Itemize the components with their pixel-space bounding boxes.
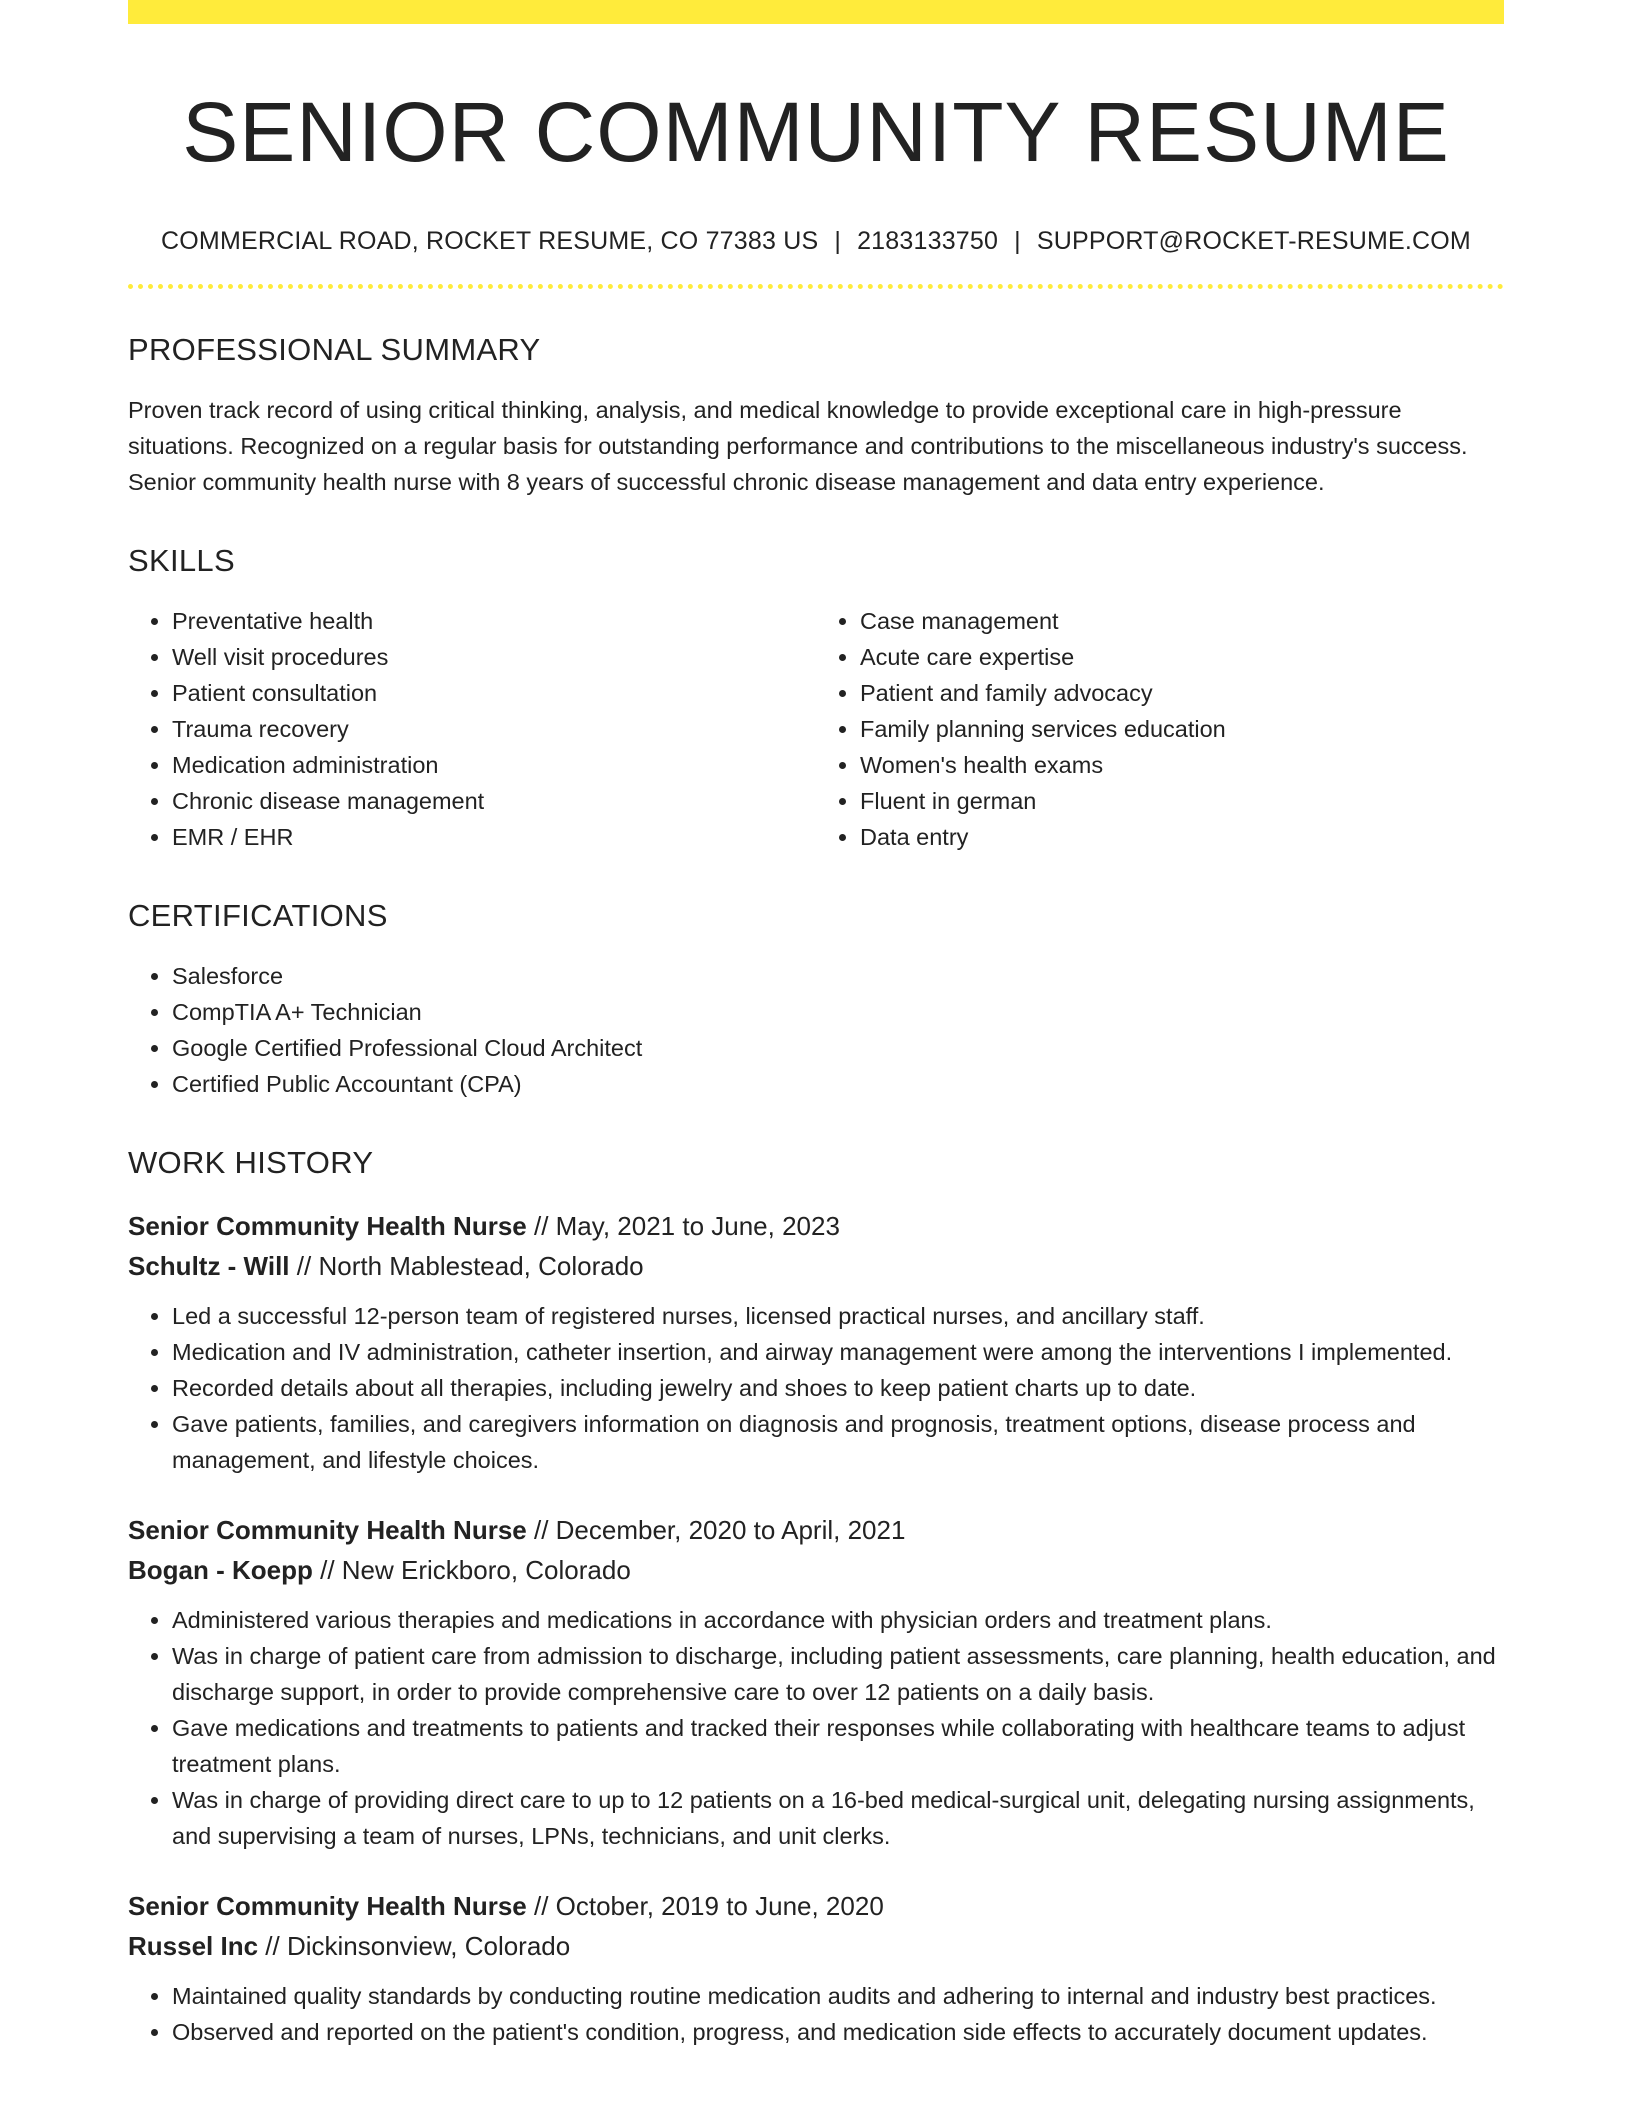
skills-list-right — [816, 603, 1504, 855]
job-company-line — [128, 1550, 1504, 1590]
skill-item: • Well visit procedures — [172, 639, 816, 675]
skills-grid — [128, 603, 1504, 855]
job-bullet: • Medication and IV administration, catheter insertion, and airway management were among the interventions I implemented. — [172, 1334, 1504, 1370]
contact-phone: 2183133750 — [857, 226, 999, 255]
job-bullet: • Led a successful 12-person team of registered nurses, licensed practical nurses, and ancillary staff. — [172, 1298, 1504, 1334]
certifications-heading: CERTIFICATIONS — [128, 898, 388, 934]
contact-address: COMMERCIAL ROAD, ROCKET RESUME, CO 77383 US — [161, 226, 819, 255]
job-title-line — [128, 1206, 1504, 1246]
job-dates: // December, 2020 to April, 2021 — [533, 1514, 906, 1545]
job-title-line — [128, 1510, 1504, 1550]
skill-item: • Women's health exams — [860, 747, 1504, 783]
skill-item: • Chronic disease management — [172, 783, 816, 819]
job-title: Senior Community Health Nurse — [128, 1890, 527, 1921]
job-entry — [128, 1886, 1504, 2050]
resume-name: SENIOR COMMUNITY RESUME — [182, 85, 1450, 179]
job-bullets — [128, 1978, 1504, 2050]
skill-item: • EMR / EHR — [172, 819, 816, 855]
skill-item: • Trauma recovery — [172, 711, 816, 747]
job-bullet: • Was in charge of providing direct care to up to 12 patients on a 16-bed medical-surgical unit, delegating nursing assignments, and supervising a team of nurses, LPNs, technicians, and unit clerks. — [172, 1782, 1504, 1854]
skill-item: • Medication administration — [172, 747, 816, 783]
job-bullet: • Gave medications and treatments to patients and tracked their responses while collaborating with healthcare teams to adjust treatment plans. — [172, 1710, 1504, 1782]
skills-list-left — [128, 603, 816, 855]
job-entry — [128, 1510, 1504, 1854]
skill-item: • Data entry — [860, 819, 1504, 855]
job-location: // North Mablestead, Colorado — [296, 1250, 644, 1281]
job-location: // Dickinsonview, Colorado — [265, 1930, 571, 1961]
job-bullet: • Was in charge of patient care from admission to discharge, including patient assessments, care planning, health education, and discharge support, in order to provide comprehensive care to over 12 patients on a daily basis. — [172, 1638, 1504, 1710]
certification-item: • Google Certified Professional Cloud Architect — [172, 1030, 1504, 1066]
certification-item: • Salesforce — [172, 958, 1504, 994]
resume-page — [128, 0, 1504, 2050]
job-company: Bogan - Koepp — [128, 1554, 313, 1585]
job-bullet: • Observed and reported on the patient's condition, progress, and medication side effects to accurately document updates. — [172, 2014, 1504, 2050]
contact-separator: | — [834, 226, 842, 255]
work-history-heading: WORK HISTORY — [128, 1145, 374, 1181]
skill-item: • Fluent in german — [860, 783, 1504, 819]
skill-item: • Acute care expertise — [860, 639, 1504, 675]
summary-text: Proven track record of using critical thinking, analysis, and medical knowledge to provide exceptional care in high-pressure situations. Recognized on a regular basis for outstanding performance and contributions to the miscellaneous industry's success. Senior community health nurse with 8 years of successful chronic disease management and data entry experience. — [128, 396, 1468, 495]
contact-separator: | — [1014, 226, 1021, 255]
certification-item: • CompTIA A+ Technician — [172, 994, 1504, 1030]
skills-heading: SKILLS — [128, 542, 235, 578]
job-title: Senior Community Health Nurse — [128, 1514, 527, 1545]
job-bullet: • Recorded details about all therapies, including jewelry and shoes to keep patient charts up to date. — [172, 1370, 1504, 1406]
skill-item: • Family planning services education — [860, 711, 1504, 747]
contact-email: SUPPORT@ROCKET-RESUME.COM — [1036, 226, 1471, 255]
job-location: // New Erickboro, Colorado — [320, 1554, 631, 1585]
job-title-line — [128, 1886, 1504, 1926]
job-bullet: • Administered various therapies and medications in accordance with physician orders and treatment plans. — [172, 1602, 1504, 1638]
summary-heading: PROFESSIONAL SUMMARY — [128, 331, 541, 367]
dotted-divider — [128, 284, 1504, 289]
certifications-list — [128, 958, 1504, 1102]
job-company: Schultz - Will — [128, 1250, 290, 1281]
job-bullet: • Gave patients, families, and caregivers information on diagnosis and prognosis, treatment options, disease process and management, and lifestyle choices. — [172, 1406, 1504, 1478]
job-bullets — [128, 1602, 1504, 1854]
job-bullet: • Maintained quality standards by conducting routine medication audits and adhering to internal and industry best practices. — [172, 1978, 1504, 2014]
skill-item: • Preventative health — [172, 603, 816, 639]
contact-line — [128, 227, 1504, 256]
job-dates: // May, 2021 to June, 2023 — [533, 1210, 840, 1241]
job-company-line — [128, 1926, 1504, 1966]
job-title: Senior Community Health Nurse — [128, 1210, 527, 1241]
skill-item: • Patient consultation — [172, 675, 816, 711]
skill-item: • Case management — [860, 603, 1504, 639]
job-company-line — [128, 1246, 1504, 1286]
job-dates: // October, 2019 to June, 2020 — [533, 1890, 884, 1921]
job-company: Russel Inc — [128, 1930, 259, 1961]
job-entry — [128, 1206, 1504, 1478]
skill-item: • Patient and family advocacy — [860, 675, 1504, 711]
top-accent-bar — [128, 0, 1504, 24]
certification-item: • Certified Public Accountant (CPA) — [172, 1066, 1504, 1102]
job-bullets — [128, 1298, 1504, 1478]
